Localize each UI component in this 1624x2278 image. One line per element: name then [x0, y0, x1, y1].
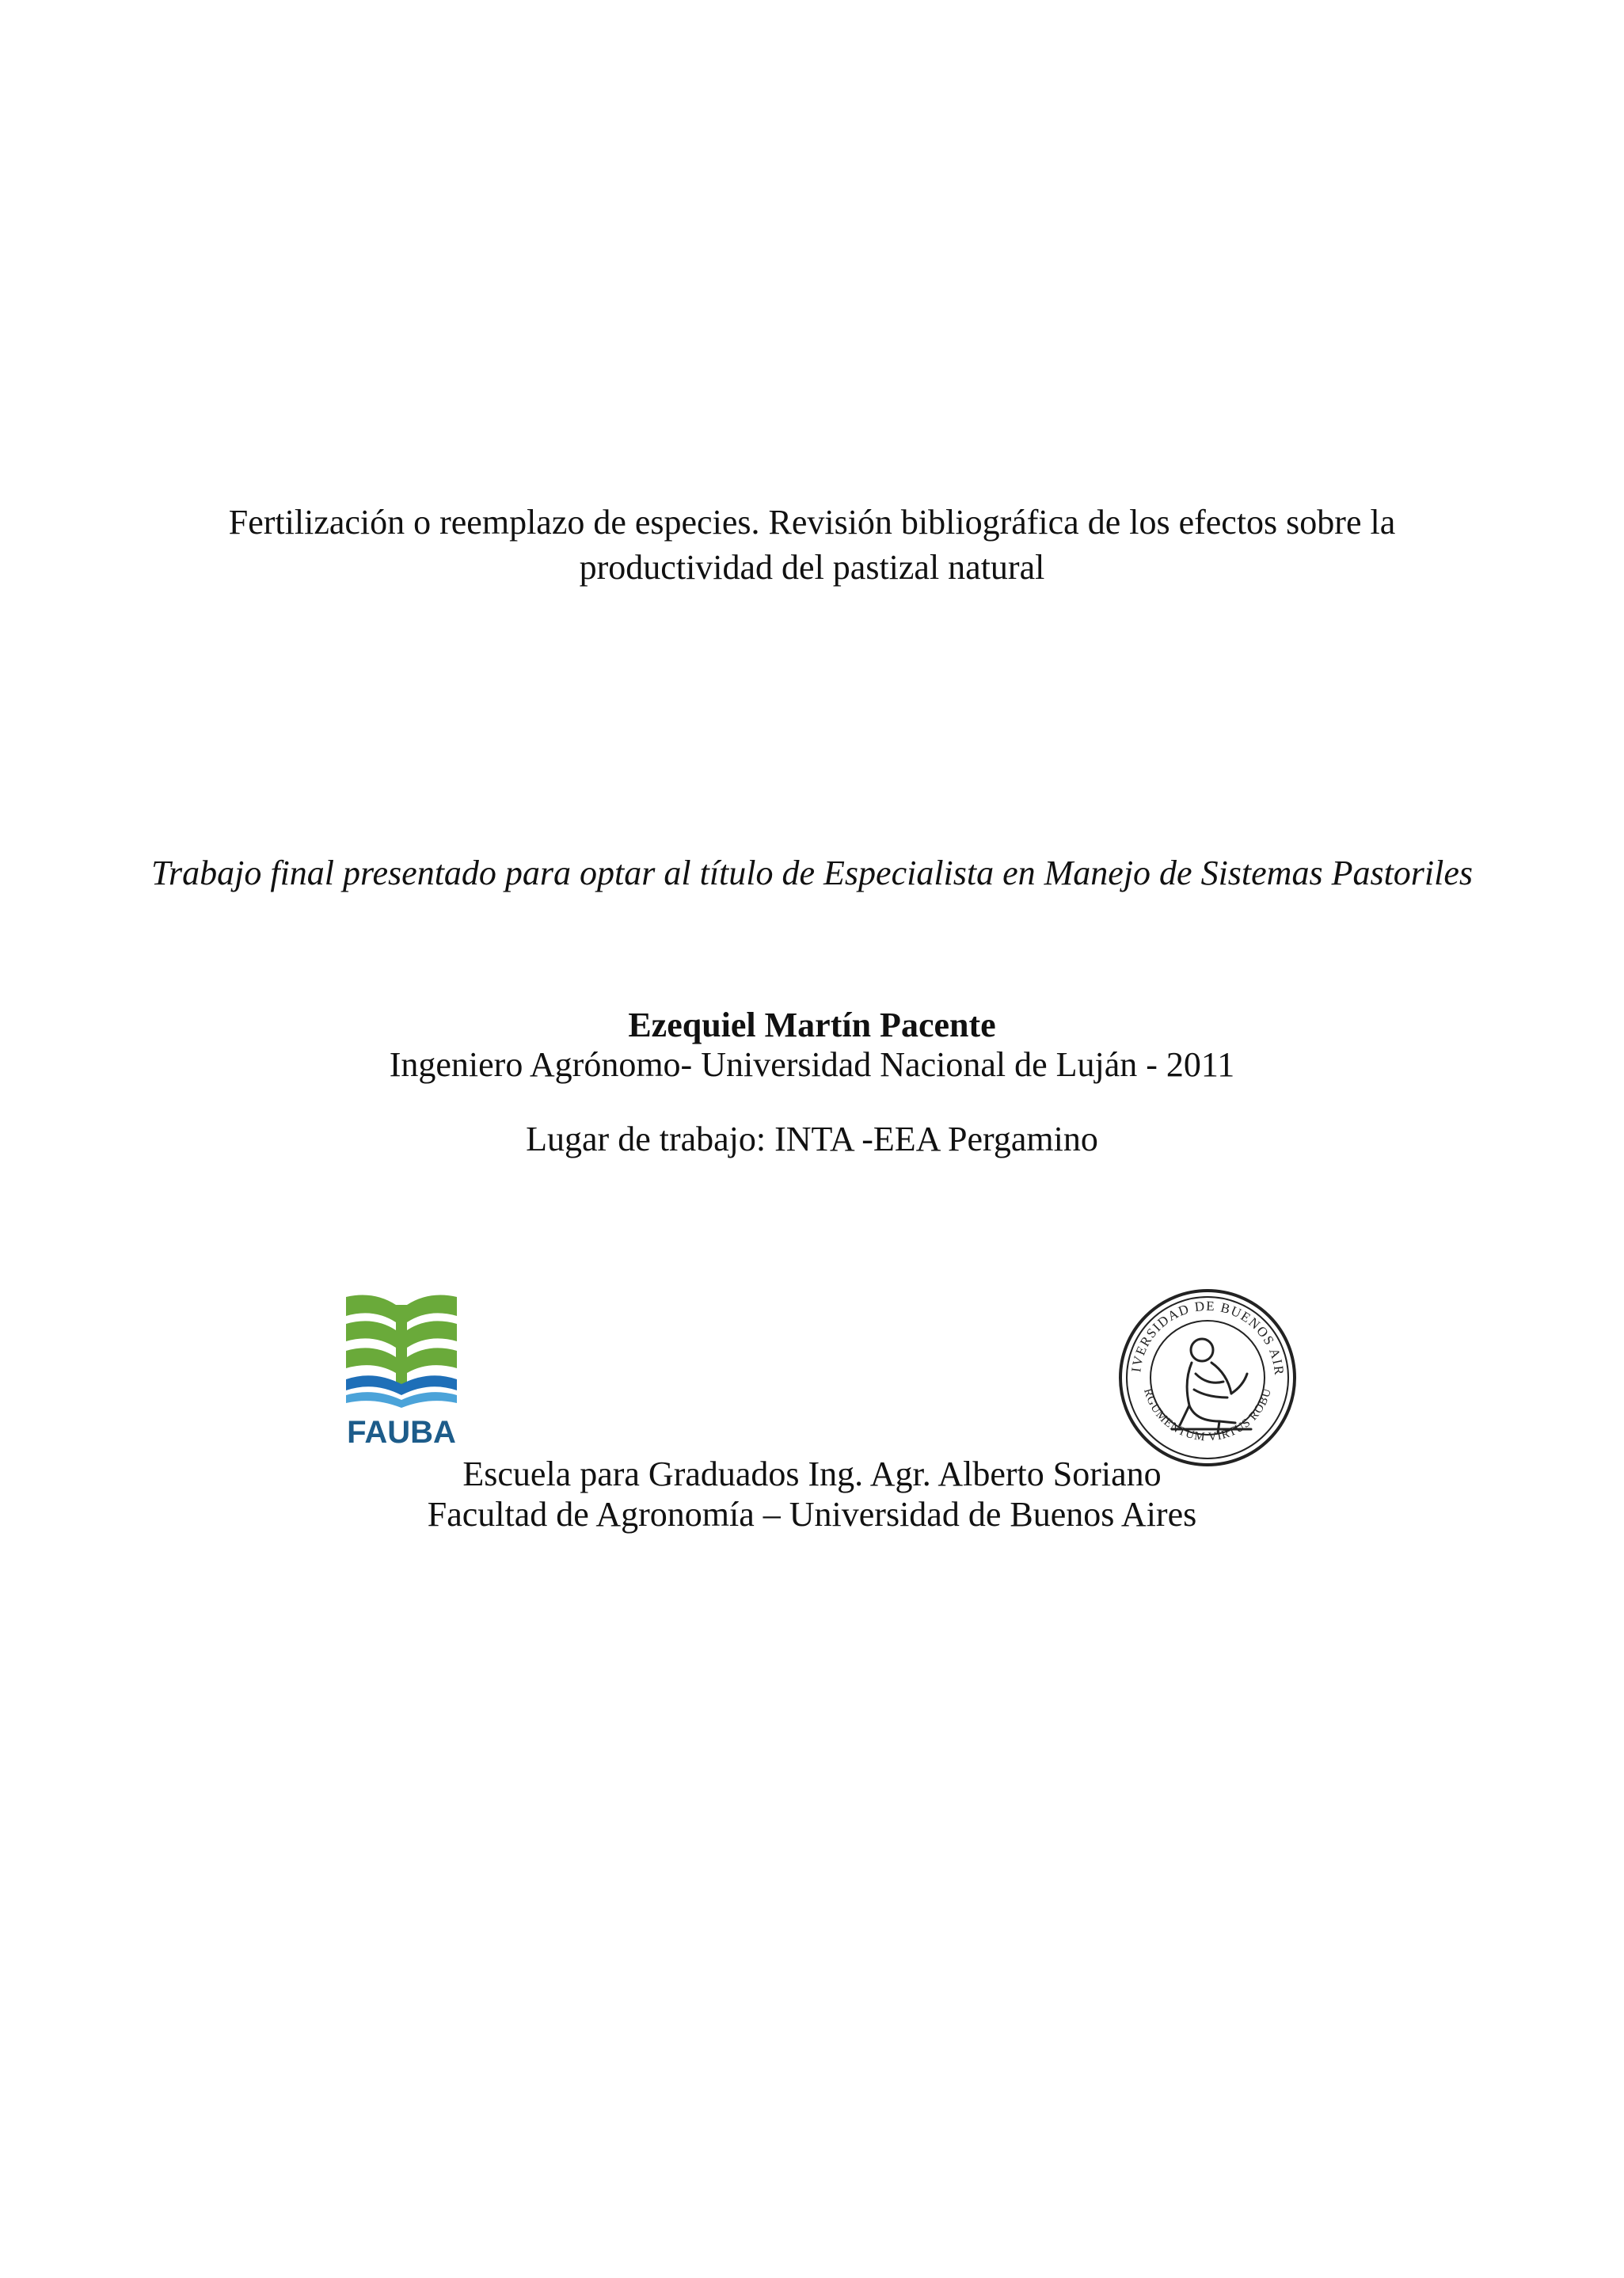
- uba-seal-bottom-text: RGUMENTUM VIRTUS ROBU: [1140, 1386, 1275, 1444]
- author-degree: Ingeniero Agrónomo- Universidad Nacional de Luján - 2011: [389, 1045, 1235, 1084]
- title-line-2: productividad del pastizal natural: [579, 548, 1045, 587]
- school-line-1: Escuela para Graduados Ing. Agr. Alberto Soriano: [462, 1455, 1162, 1493]
- uba-seal-top-text: IVERSIDAD DE BUENOS AIR: [1128, 1298, 1287, 1377]
- author-name: Ezequiel Martín Pacente: [628, 1006, 996, 1044]
- fauba-logo: [342, 1291, 461, 1449]
- uba-seal-graphic: [1116, 1287, 1299, 1469]
- fauba-logo-text: FAUBA: [347, 1415, 456, 1449]
- uba-seal: [1116, 1287, 1299, 1469]
- workplace: Lugar de trabajo: INTA -EEA Pergamino: [526, 1120, 1098, 1158]
- subtitle: Trabajo final presentado para optar al título de Especialista en Manejo de Sistemas Pastoriles: [150, 854, 1474, 892]
- school-line-2: Facultad de Agronomía – Universidad de Buenos Aires: [427, 1495, 1197, 1534]
- fauba-logo-graphic: [342, 1291, 461, 1449]
- title-line-1: Fertilización o reemplazo de especies. Revisión bibliográfica de los efectos sobre la: [228, 503, 1396, 542]
